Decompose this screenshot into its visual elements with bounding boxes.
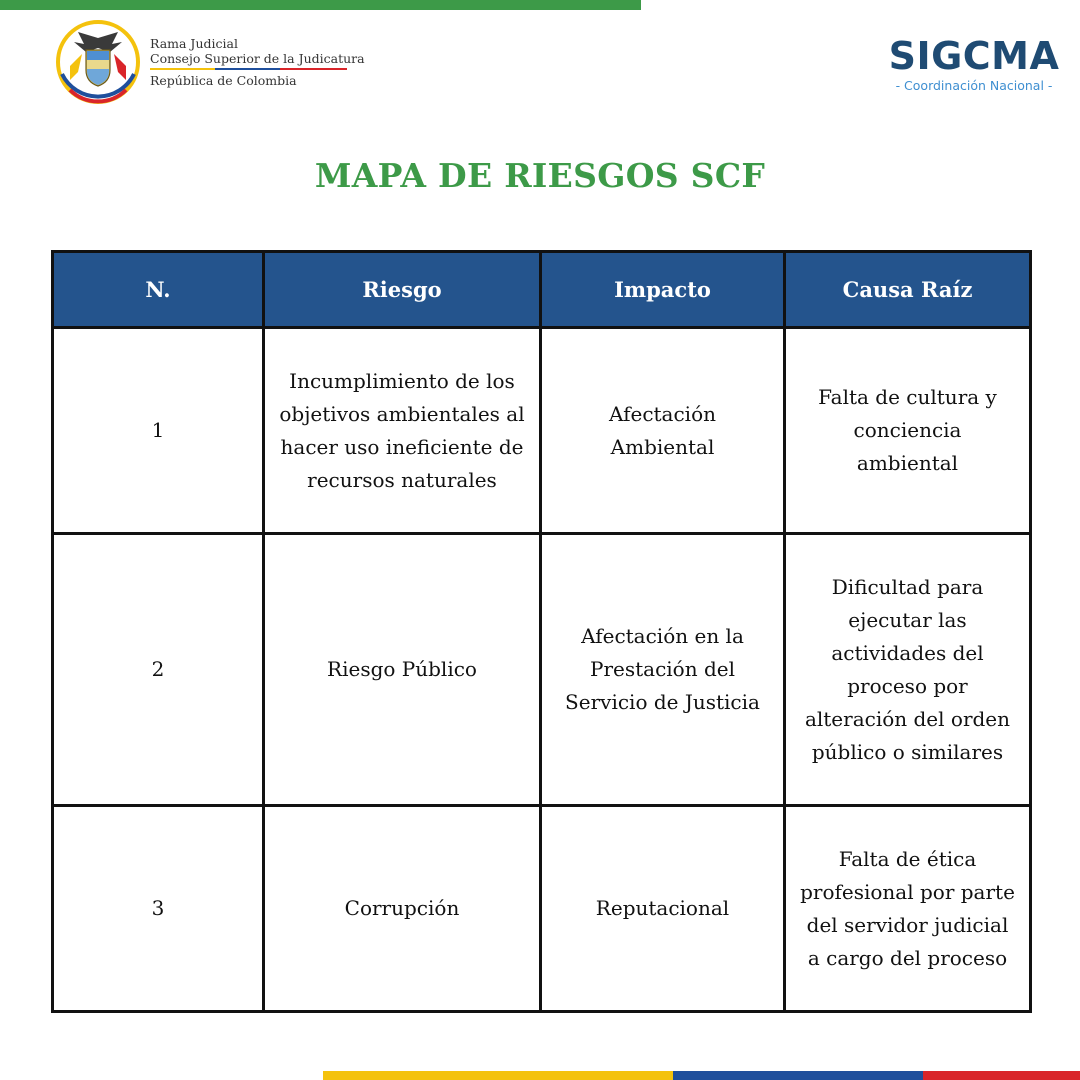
cell-n: 2	[53, 534, 264, 806]
flag-stripe-blue	[673, 1071, 923, 1080]
flag-rule	[150, 68, 347, 70]
cell-n: 3	[53, 806, 264, 1012]
column-header-impacto: Impacto	[541, 252, 785, 328]
column-header-n: N.	[53, 252, 264, 328]
cell-riesgo: Incumplimiento de los objetivos ambientales al hacer uso ineficiente de recursos naturales	[264, 328, 541, 534]
table-header-row	[53, 252, 1031, 328]
cell-causa: Falta de ética profesional por parte del servidor judicial a cargo del proceso	[785, 806, 1031, 1012]
sigcma-logo	[884, 34, 1064, 93]
cell-causa: Dificultad para ejecutar las actividades del proceso por alteración del orden público o similares	[785, 534, 1031, 806]
cell-n: 1	[53, 328, 264, 534]
org-line-consejo: Consejo Superior de la Judicatura	[150, 51, 365, 66]
page-title: MAPA DE RIESGOS SCF	[314, 156, 766, 195]
cell-impacto: Reputacional	[541, 806, 785, 1012]
column-header-riesgo: Riesgo	[264, 252, 541, 328]
org-line-rama: Rama Judicial	[150, 36, 238, 51]
table-row	[53, 806, 1031, 1012]
cell-riesgo: Corrupción	[264, 806, 541, 1012]
column-header-causa: Causa Raíz	[785, 252, 1031, 328]
cell-impacto: Afectación en la Prestación del Servicio de Justicia	[541, 534, 785, 806]
colombia-coat-of-arms-icon	[56, 20, 140, 104]
bottom-flag-bar	[323, 1071, 1080, 1080]
table-row	[53, 328, 1031, 534]
flag-stripe-yellow	[323, 1071, 673, 1080]
sigcma-subtitle: - Coordinación Nacional -	[895, 78, 1053, 93]
org-line-republica: República de Colombia	[150, 73, 297, 88]
flag-stripe-red	[923, 1071, 1080, 1080]
sigcma-name: SIGCMA	[888, 34, 1060, 78]
cell-impacto: Afectación Ambiental	[541, 328, 785, 534]
risk-table	[51, 250, 1032, 1013]
organization-label	[150, 36, 365, 88]
cell-riesgo: Riesgo Público	[264, 534, 541, 806]
cell-causa: Falta de cultura y conciencia ambiental	[785, 328, 1031, 534]
top-accent-bar	[0, 0, 641, 10]
table-row	[53, 534, 1031, 806]
